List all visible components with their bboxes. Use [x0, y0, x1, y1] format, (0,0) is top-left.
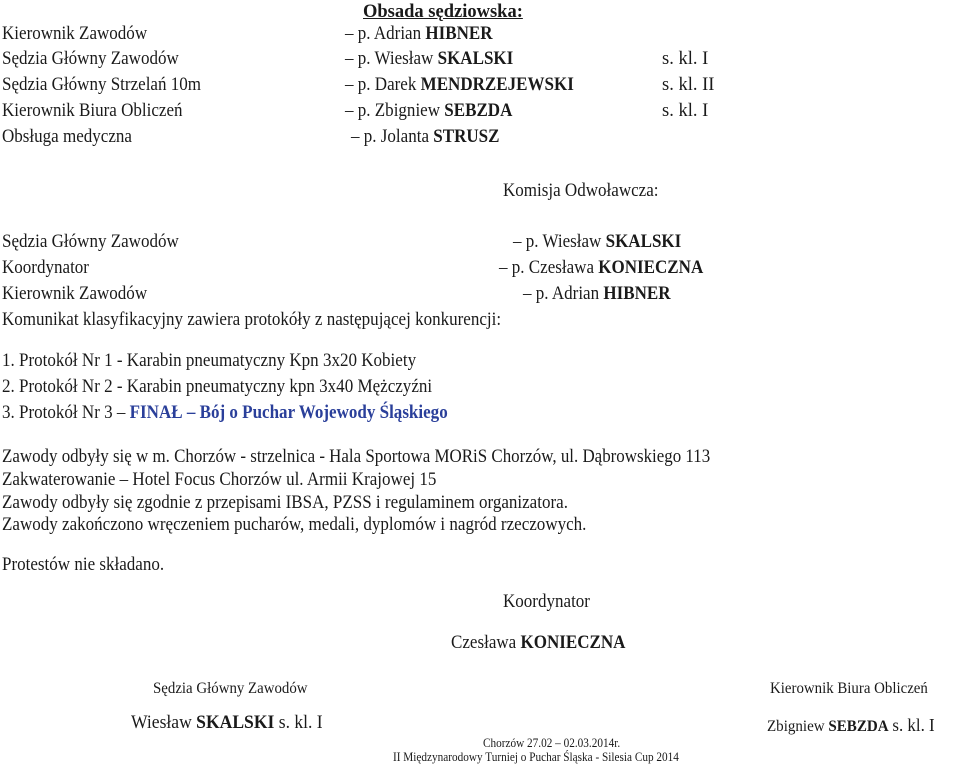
referee-role: Kierownik Zawodów	[2, 24, 148, 44]
protocol-item: 2. Protokół Nr 2 - Karabin pneumatyczny kpn 3x40 Mężczyźni	[2, 377, 433, 397]
appeals-role: Koordynator	[2, 258, 89, 278]
info-line: Zawody zakończono wręczeniem pucharów, medali, dyplomów i nagród rzeczowych.	[2, 515, 587, 535]
appeals-role: Sędzia Główny Zawodów	[2, 232, 179, 252]
referee-class: s. kl. II	[662, 75, 715, 95]
referee-name: – p. Wiesław SKALSKI	[345, 49, 514, 69]
footer-tournament: II Międzynarodowy Turniej o Puchar Śląska - Silesia Cup 2014	[393, 750, 679, 764]
info-line: Zawody odbyły się zgodnie z przepisami IBSA, PZSS i regulaminem organizatora.	[2, 493, 568, 513]
appeals-name: – p. Wiesław SKALSKI	[513, 232, 682, 252]
footer-dates: Chorzów 27.02 – 02.03.2014r.	[483, 736, 621, 750]
appeals-heading: Komisja Odwoławcza:	[503, 181, 659, 201]
referee-class: s. kl. I	[662, 49, 709, 69]
chief-judge-title: Sędzia Główny Zawodów	[153, 680, 308, 697]
chief-judge-name: Wiesław SKALSKI s. kl. I	[131, 713, 323, 733]
referee-role: Sędzia Główny Zawodów	[2, 49, 179, 69]
protocol-item-final: 3. Protokół Nr 3 – FINAŁ – Bój o Puchar Wojewody Śląskiego	[2, 403, 448, 423]
communique-text: Komunikat klasyfikacyjny zawiera protokóły z następującej konkurencji:	[2, 310, 502, 330]
coordinator-title: Koordynator	[503, 592, 590, 612]
info-line: Zawody odbyły się w m. Chorzów - strzelnica - Hala Sportowa MORiS Chorzów, ul. Dąbrowskiego 113	[2, 447, 711, 467]
coordinator-name: Czesława KONIECZNA	[451, 633, 626, 653]
info-line: Zakwaterowanie – Hotel Focus Chorzów ul. Armii Krajowej 15	[2, 470, 437, 490]
referee-class: s. kl. I	[662, 101, 709, 121]
appeals-role: Kierownik Zawodów	[2, 284, 148, 304]
office-head-name: Zbigniew SEBZDA s. kl. I	[767, 715, 935, 735]
referee-role: Sędzia Główny Strzelań 10m	[2, 75, 202, 95]
referee-name: – p. Zbigniew SEBZDA	[345, 101, 513, 121]
referee-name: – p. Darek MENDRZEJEWSKI	[345, 75, 574, 95]
referee-role: Obsługa medyczna	[2, 127, 132, 147]
office-head-title: Kierownik Biura Obliczeń	[770, 680, 928, 697]
protests-text: Protestów nie składano.	[2, 555, 165, 575]
appeals-name: – p. Czesława KONIECZNA	[499, 258, 704, 278]
referee-name: – p. Jolanta STRUSZ	[351, 127, 500, 147]
protocol-item: 1. Protokół Nr 1 - Karabin pneumatyczny Kpn 3x20 Kobiety	[2, 351, 417, 371]
appeals-name: – p. Adrian HIBNER	[523, 284, 671, 304]
referee-role: Kierownik Biura Obliczeń	[2, 101, 183, 121]
referee-name: – p. Adrian HIBNER	[345, 24, 493, 44]
referees-heading: Obsada sędziowska:	[363, 2, 523, 22]
